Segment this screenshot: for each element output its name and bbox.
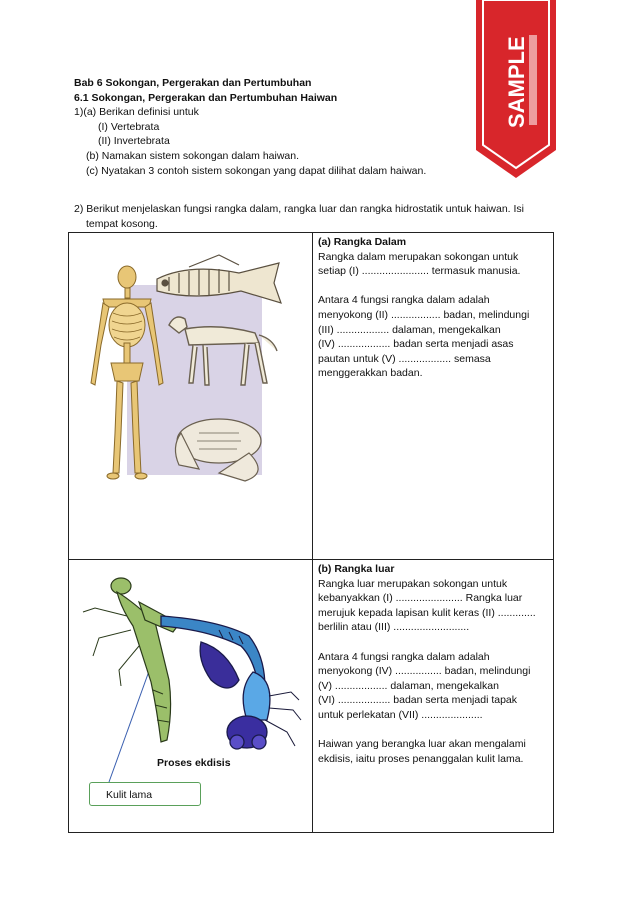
rangka-luar-p1-l2: kebanyakkan (I) ....................... Rangka luar [318, 592, 523, 605]
q2-intro [74, 202, 554, 231]
kulit-lama-label: Kulit lama [89, 782, 201, 806]
section-title: 6.1 Sokongan, Pergerakan dan Pertumbuhan Haiwan [74, 91, 338, 104]
rangka-luar-p2-l1: Antara 4 fungsi rangka dalam adalah [318, 650, 490, 663]
rangka-dalam-p2-l4: (IV) .................. badan serta menjadi asas [318, 338, 514, 351]
q1b: (b) Namakan sistem sokongan dalam haiwan. [86, 149, 300, 162]
rangka-luar-p2-l3: (V) .................. dalaman, mengekalkan [318, 679, 499, 692]
rangka-dalam-p1-l2: setiap (I) ....................... termasuk manusia. [318, 265, 521, 278]
rangka-luar-p1-l1: Rangka luar merupakan sokongan untuk [318, 577, 508, 590]
q1a-ii: (II) Invertebrata [98, 135, 170, 148]
q2-line1: 2) Berikut menjelaskan fungsi rangka dalam, rangka luar dan rangka hidrostatik untuk haiwan. Isi [74, 203, 524, 215]
rangka-luar-title: (b) Rangka luar [318, 563, 395, 575]
dragonfly-figure-cell [69, 560, 313, 833]
rangka-luar-p2-l4: (VI) .................. badan serta menjadi tapak [318, 694, 518, 707]
rangka-luar-p1-l3: merujuk kepada lapisan kulit keras (II) ............. [318, 606, 536, 619]
q1c: (c) Nyatakan 3 contoh sistem sokongan yang dapat dilihat dalam haiwan. [86, 164, 427, 177]
header-block [74, 76, 554, 178]
q2-line2: tempat kosong. [86, 217, 158, 230]
chapter-title: Bab 6 Sokongan, Pergerakan dan Pertumbuhan [74, 77, 312, 89]
rangka-luar-cell [313, 560, 554, 833]
rangka-dalam-title: (a) Rangka Dalam [318, 236, 407, 248]
rangka-dalam-p2-l3: (III) .................. dalaman, mengekalkan [318, 323, 501, 336]
rangka-luar-p2-l5: untuk perlekatan (VII) ..................... [318, 708, 483, 721]
proses-ekdisis-label: Proses ekdisis [157, 757, 231, 769]
q1a: 1)(a) Berikan definisi untuk [74, 106, 199, 119]
rangka-luar-p3-l2: ekdisis, iaitu proses penanggalan kulit lama. [318, 752, 524, 765]
rangka-dalam-p1-l1: Rangka dalam merupakan sokongan untuk [318, 250, 519, 263]
answer-table [68, 232, 554, 833]
rangka-luar-p2-l2: menyokong (IV) ................ badan, melindungi [318, 665, 531, 678]
sample-text: SAMPLE [504, 36, 529, 128]
rangka-luar-p3-l1: Haiwan yang berangka luar akan mengalami [318, 738, 526, 751]
skeletons-illustration [69, 233, 312, 554]
rangka-dalam-p2-l1: Antara 4 fungsi rangka dalam adalah [318, 294, 490, 307]
q1a-i: (I) Vertebrata [98, 120, 160, 133]
rangka-dalam-p2-l2: menyokong (II) ................. badan, melindungi [318, 308, 530, 321]
rangka-dalam-p2-l5: pautan untuk (V) .................. semasa [318, 352, 491, 365]
rangka-dalam-p2-l6: menggerakkan badan. [318, 367, 423, 380]
skeleton-figure-cell [69, 233, 313, 560]
rangka-dalam-cell [313, 233, 554, 560]
rangka-luar-p1-l4: berlilin atau (III) .......................... [318, 621, 470, 634]
